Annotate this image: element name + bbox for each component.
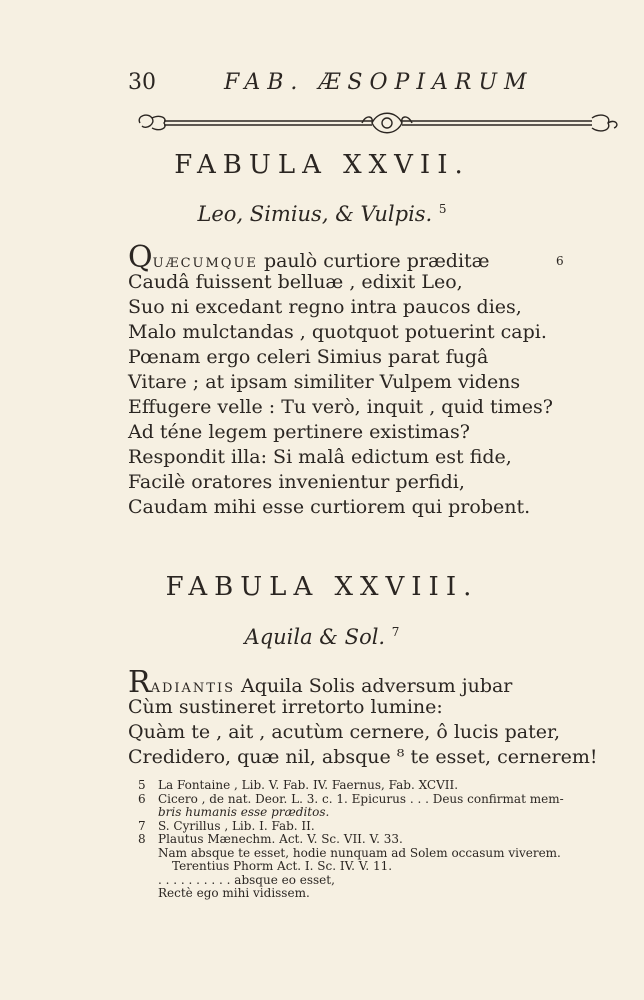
- verse-line: Effugere velle : Tu verò, inquit , quid times?: [128, 396, 553, 418]
- verse-line: Facilè oratores invenientur perfidi,: [128, 471, 465, 493]
- verse-line-rest: Aquila Solis adversum jubar: [235, 675, 513, 697]
- small-caps-word: ADIANTIS: [150, 681, 236, 696]
- footnote-continuation: Nam absque te esset, hodie nunquam ad Solem occasum viverem.: [158, 845, 561, 860]
- footnote-mark: 5: [438, 202, 447, 216]
- fable-28-title: FABULA XXVIII.: [165, 572, 479, 602]
- ornamental-rule-icon: [134, 104, 622, 142]
- footnote-mark: 7: [391, 625, 400, 639]
- footnote-continuation: bris humanis esse præditos.: [158, 805, 330, 819]
- fable-27-subtitle: [0, 202, 644, 226]
- footnote-number: 5: [138, 778, 146, 792]
- fable-27-title: FABULA XXVII.: [174, 150, 470, 180]
- fable-27-verse: [128, 240, 588, 520]
- verse-line: Cùm sustineret irretorto lumine:: [128, 696, 443, 718]
- fable-28-verse: [128, 665, 598, 770]
- drop-capital: R: [128, 665, 151, 700]
- footnote: [138, 820, 628, 834]
- fable-28-subtitle: [0, 625, 644, 649]
- footnote-continuation: Terentius Phorm Act. I. Sc. IV. V. 11.: [172, 859, 393, 873]
- footnote: [138, 779, 628, 793]
- fable-28-subtitle-text: Aquila & Sol.: [244, 625, 386, 649]
- footnote: [138, 833, 628, 847]
- running-title: FAB. ÆSOPIARUM: [224, 70, 534, 95]
- fable-27-subtitle-text: Leo, Simius, & Vulpis.: [197, 202, 433, 226]
- footnote-text: La Fontaine , Lib. V. Fab. IV. Faernus, Fab. XCVII.: [158, 778, 459, 792]
- verse-line-first: [128, 665, 588, 700]
- verse-line-first: [128, 240, 588, 275]
- verse-line: Caudâ fuissent belluæ , edixit Leo,: [128, 271, 463, 293]
- verse-line: Quàm te , ait , acutùm cernere, ô lucis pater,: [128, 721, 561, 743]
- page-number: 30: [128, 70, 156, 95]
- footnote-number: 6: [138, 791, 146, 806]
- footnote: [138, 793, 628, 807]
- footnote-text: Plautus Mænechm. Act. V. Sc. VII. V. 33.: [158, 832, 403, 846]
- page-header: [128, 70, 568, 100]
- verse-line: Suo ni excedant regno intra paucos dies,: [128, 296, 522, 318]
- verse-line: Ad téne legem pertinere existimas?: [128, 421, 470, 443]
- footnote-number: 8: [138, 832, 146, 846]
- verse-line: Malo mulctandas , quotquot potuerint capi.: [128, 321, 547, 343]
- footnote-continuation: Rectè ego mihi vidissem.: [158, 886, 310, 900]
- verse-line: Pœnam ergo celeri Simius parat fugâ: [128, 346, 489, 368]
- footnotes: [138, 779, 628, 901]
- verse-line: Credidero, quæ nil, absque ⁸ te esset, cernerem!: [128, 746, 598, 768]
- side-footnote-mark: 6: [556, 254, 564, 268]
- verse-line-rest: paulò curtiore præditæ: [257, 250, 490, 272]
- drop-capital: Q: [128, 240, 153, 275]
- footnote-text: Cicero , de nat. Deor. L. 3. c. 1. Epicurus . . . Deus confirmat mem-: [158, 791, 564, 806]
- small-caps-word: UÆCUMQUE: [152, 256, 258, 271]
- verse-line: Caudam mihi esse curtiorem qui probent.: [128, 496, 531, 518]
- verse-line: Respondit illa: Si malâ edictum est fide,: [128, 446, 512, 468]
- footnote-continuation: . . . . . . . . . . absque eo esset,: [158, 872, 335, 887]
- verse-line: Vitare ; at ipsam similiter Vulpem videns: [128, 371, 521, 393]
- footnote-number: 7: [138, 818, 146, 833]
- footnote-text: S. Cyrillus , Lib. I. Fab. II.: [158, 818, 315, 833]
